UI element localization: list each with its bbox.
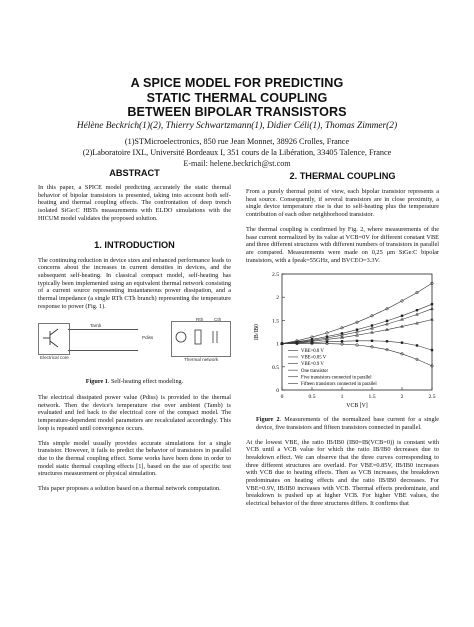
paper-title xyxy=(0,76,474,120)
section-2-paragraph: From a purely thermal point of view, each bipolar transistor represents a heat source. Consequently, if several transistors are in close proximity, a single device temperature rise is due to self-heating plus the temperature contribution of each other neighborhood transistor. xyxy=(246,188,439,219)
email-line[interactable]: E-mail: helene.beckrich@st.com xyxy=(183,159,291,168)
data-point xyxy=(341,333,343,335)
section-2-paragraph: At the lowest VBE, the ratio IB/IB0 (IB0=IB(VCB=0)) is constant with VCB until a VCB value for which the ratio IB/IB0 decreases due to breakdown effect. We can observe that the three curves corresponding to three different structures are overlaid. For VBE=0.85V, IB/IB0 increases with VCB due to heating effects. Then as VCB increases, the breakdown predominates on heating effects and the ratio IB/IB0 decreases. For VBE=0.9V, IB/IB0 increases with VCB. Thermal effects predominate, and breakdown is pushed up at higher VCB. For higher VBE values, the electrical behavior of the three structures differs. It confirms that xyxy=(246,438,439,508)
pdiss-label: Pdiss xyxy=(142,335,154,341)
feedback-loop xyxy=(68,329,138,351)
legend-entry: Fifteen transistors connected in parallel xyxy=(301,382,377,388)
intro-paragraph: The electrical dissipated power value (Pdiss) is provided to the thermal network. Then the device's temperature rise over ambient (Tamb) is evaluated and fed back to the electrical core of the compact model. The temperature-dependent model parameters are recalculated accordingly. This loop is repeated until convergence occurs. xyxy=(38,394,231,432)
x-tick-label: 0.5 xyxy=(308,394,316,401)
data-point xyxy=(356,340,358,342)
series-line xyxy=(282,305,432,344)
intro-paragraph: The continuing reduction in device sizes and enhanced performance leads to concerns about the increases in current densities in devices, and the subsequent self-heating. In classical compact model, self-heating has typically been implemented using an equivalent thermal network consisting of a current source representing instantaneous power dissipation, and a thermal impedance (a single RTh CTh branch) representing the temperature response to power (Fig. 1). xyxy=(38,256,231,310)
cth-label: Cth xyxy=(214,317,222,323)
legend-entry: VBE=0.85 V xyxy=(301,355,327,361)
legend-entry: One transistor xyxy=(301,369,329,375)
series-line xyxy=(282,284,432,344)
series-line xyxy=(282,309,432,344)
thermal-network-symbol xyxy=(171,321,229,355)
data-point xyxy=(386,340,388,342)
y-tick-label: 1.5 xyxy=(272,318,279,325)
data-point xyxy=(341,340,343,342)
tamb-label: Tamb xyxy=(90,323,102,329)
x-tick-label: 0 xyxy=(280,394,284,401)
x-tick-label: 1 xyxy=(340,394,344,401)
data-point xyxy=(431,349,433,351)
thermal-network-label: Thermal network xyxy=(184,357,219,363)
data-point xyxy=(326,341,328,343)
data-point xyxy=(416,309,418,311)
legend-entry: VBE=0.9 V xyxy=(301,362,324,368)
author-list: Hélène Beckrich(1)(2), Thierry Schwartzmann(1), Didier Céli(1), Thomas Zimmer(2) xyxy=(76,121,398,131)
legend-entry: Five transistors connected in parallel xyxy=(301,375,372,381)
figure-1-caption xyxy=(38,378,231,386)
data-point xyxy=(386,320,388,322)
legend-entry: VBE=0.8 V xyxy=(301,349,324,355)
title-line: STATIC THERMAL COUPLING xyxy=(146,90,328,105)
data-point xyxy=(371,340,373,342)
x-axis-label: VCB [V] xyxy=(346,403,368,410)
figure-1-label: Figure 1 xyxy=(85,378,108,386)
transistor-symbol xyxy=(38,323,68,353)
title-line: A SPICE MODEL FOR PREDICTING xyxy=(130,76,344,90)
rth-label: Rth xyxy=(196,317,204,323)
figure-1-caption-text: . Self-heating effect modeling. xyxy=(107,378,184,386)
electrical-core-label: Electrical core xyxy=(40,355,69,361)
figure-2-caption-text: . Measurements of the normalized base current for a single device, five transistors and fifteen transistors connected in parallel. xyxy=(256,416,439,431)
y-axis-label: IB/IB0 xyxy=(254,324,260,341)
data-point xyxy=(431,303,433,305)
left-column xyxy=(38,164,231,493)
figure-2-chart xyxy=(246,268,439,414)
intro-heading: 1. INTRODUCTION xyxy=(94,239,175,250)
y-tick-label: 2 xyxy=(276,295,279,302)
data-point xyxy=(371,325,373,327)
title-line: BETWEEN BIPOLAR TRANSISTORS xyxy=(127,105,347,119)
data-point xyxy=(356,329,358,331)
figure-2-caption xyxy=(246,416,439,431)
data-point xyxy=(416,345,418,347)
y-tick-label: 1 xyxy=(276,341,279,348)
x-tick-label: 2.5 xyxy=(428,394,436,401)
x-tick-label: 2 xyxy=(400,394,404,401)
data-point xyxy=(311,342,313,344)
figure-1 xyxy=(38,315,231,375)
intro-paragraph: This simple model usually provides accurate simulations for a single transistor. However, it fails to predict the behavior of transistors in parallel due to the thermal coupling effect. Some works have been done in order to model static thermal coupling effects [1], based on the use of specific test structures measurement or physical simulation. xyxy=(38,439,231,478)
abstract-text: In this paper, a SPICE model predicting accurately the static thermal behavior of bipolar transistors is presented, taking into account both self-heating and thermal coupling effects. The confrontation of deep trench isolated SiGe:C HBTs measurements with ELDO simulations with the HICUM model validates the proposed solution. xyxy=(38,184,231,222)
intro-paragraph: This paper proposes a solution based on a thermal network computation. xyxy=(38,485,221,493)
affiliation-2: (2)Laboratoire IXL, Université Bordeaux I, 351 cours de la Libération, 33405 Talence, France xyxy=(82,148,392,157)
affiliation-1: (1)STMicroelectronics, 850 rue Jean Monnet, 38926 Crolles, France xyxy=(124,137,350,146)
data-point xyxy=(401,342,403,344)
figure-2 xyxy=(246,268,439,414)
data-point xyxy=(401,315,403,317)
y-tick-label: 2.5 xyxy=(272,272,279,279)
figure-2-label: Figure 2 xyxy=(256,416,280,424)
x-tick-label: 1.5 xyxy=(368,394,376,401)
y-tick-label: 0.5 xyxy=(272,365,279,372)
right-column xyxy=(246,164,439,508)
y-tick-label: 0 xyxy=(276,388,279,395)
abstract-heading: ABSTRACT xyxy=(109,168,160,178)
section-2-heading: 2. THERMAL COUPLING xyxy=(289,171,396,181)
section-2-paragraph: The thermal coupling is confirmed by Fig. 2, where measurements of the base current normalized by its value at VCB=0V for different constant VBE and three different structures with different numbers of transistors in parallel are compared. Measurements were made on 0,25 µm SiGe:C bipolar transistors, with a fpeak=55GHz, and BVCEO=3.3V. xyxy=(246,225,439,264)
